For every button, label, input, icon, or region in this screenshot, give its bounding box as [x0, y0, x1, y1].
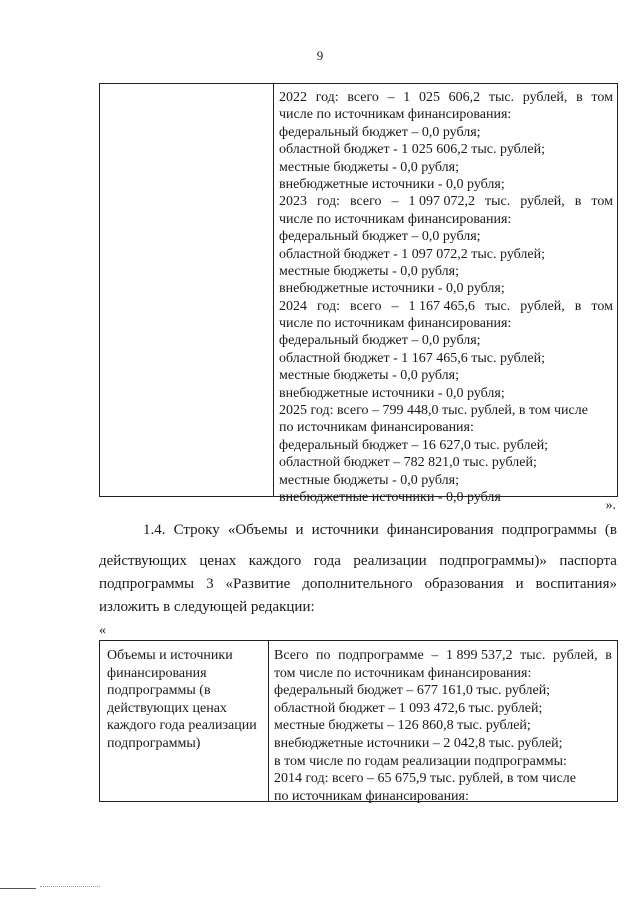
table-column-divider [273, 84, 274, 496]
word: в [605, 648, 612, 663]
row-heading-line: Объемы и источники [107, 648, 233, 663]
text-line: числе по источникам финансирования: [279, 316, 512, 332]
word: года [313, 553, 341, 569]
subprogram-funding-table [99, 640, 618, 802]
word: финансирования [386, 522, 494, 538]
word: рублей, [553, 648, 598, 663]
word: тыс. [488, 90, 515, 105]
word: ценах [199, 553, 237, 569]
word: 2022 [279, 90, 307, 105]
text-line: федеральный бюджет – 0,0 рубля; [279, 124, 481, 140]
text-line: федеральный бюджет – 16 627,0 тыс. рублей; [279, 437, 549, 453]
word: «Развитие [225, 576, 291, 592]
text-line: внебюджетные источники - 0,0 рубля; [279, 281, 505, 297]
text-line: областной бюджет - 1 025 606,2 тыс. рублей; [279, 142, 545, 158]
word: и [295, 522, 304, 538]
text-line: местные бюджеты – 126 860,8 тыс. рублей; [274, 718, 531, 734]
amendment-paragraph-line-4: изложить в следующей редакции: [99, 599, 315, 615]
word: 1.4. [143, 522, 166, 538]
funding-details-cell [279, 89, 613, 506]
table-column-divider [268, 641, 269, 801]
word: год: [316, 194, 340, 210]
amendment-paragraph-line-1 [143, 522, 617, 539]
word: 2023 [279, 194, 307, 210]
word: всего [349, 194, 382, 210]
text-line: местные бюджеты - 0,0 рубля; [279, 472, 459, 488]
closing-quote-mark: ». [605, 498, 616, 513]
word: том [591, 194, 613, 210]
word: (в [604, 522, 617, 538]
word: – [391, 194, 399, 210]
word: – [391, 298, 399, 314]
footer-dotted-rule [40, 886, 100, 887]
word: Строку [173, 522, 220, 538]
word: том [591, 90, 613, 105]
funding-table-continued [99, 83, 618, 505]
row-heading-line: каждого года реализации [107, 718, 257, 734]
word: воспитания» [535, 576, 617, 592]
text-line: местные бюджеты - 0,0 рубля; [279, 159, 459, 175]
text-line: местные бюджеты - 0,0 рубля; [279, 368, 459, 384]
word: в [574, 194, 582, 210]
word: 1 899 537,2 [446, 648, 513, 663]
word: в [576, 90, 583, 105]
row-heading-cell [107, 647, 265, 753]
text-line [274, 647, 612, 665]
text-line: том числе по источникам финансирования: [274, 665, 532, 681]
word: подпрограммы [99, 576, 195, 592]
word: подпрограмме [338, 648, 424, 663]
word: том [591, 298, 613, 314]
text-line: в том числе по годам реализации подпрограммы: [274, 753, 567, 769]
word: подпрограммы [501, 522, 597, 538]
word: тыс. [520, 648, 546, 663]
text-line: числе по источникам финансирования: [279, 107, 512, 123]
funding-summary-cell [274, 647, 612, 805]
word: в [574, 298, 582, 314]
text-line: федеральный бюджет – 677 161,0 тыс. рублей; [274, 683, 551, 699]
text-line: областной бюджет - 1 097 072,2 тыс. рублей; [279, 246, 545, 262]
text-line: внебюджетные источники - 0,0 рубля [279, 489, 501, 505]
word: всего [347, 90, 379, 105]
text-line: внебюджетные источники - 0,0 рубля; [279, 385, 505, 401]
word: – [431, 648, 439, 663]
row-heading-line: финансирования [107, 665, 207, 681]
row-heading-line: подпрограммы (в [107, 683, 211, 699]
word: всего [349, 298, 382, 314]
amendment-paragraph-line-3 [99, 576, 617, 593]
row-heading-line: действующих ценах [107, 700, 227, 716]
word: дополнительного [302, 576, 413, 592]
word: тыс. [484, 194, 511, 210]
text-line: областной бюджет – 1 093 472,6 тыс. рублей; [274, 700, 543, 716]
word: Всего [274, 648, 309, 663]
word: тыс. [484, 298, 511, 314]
text-line: внебюджетные источники - 0,0 рубля; [279, 176, 505, 192]
row-heading-line: подпрограммы) [107, 735, 201, 751]
text-line: областной бюджет - 1 167 465,6 тыс. рублей; [279, 350, 545, 366]
word: подпрограммы)» [439, 553, 547, 569]
text-line: по источникам финансирования: [279, 420, 474, 436]
word: 1 097 072,2 [408, 194, 475, 210]
word: 025 [418, 90, 440, 105]
text-line: числе по источникам финансирования: [279, 211, 512, 227]
word: 606,2 [448, 90, 481, 105]
text-line [279, 298, 613, 315]
text-line [279, 193, 613, 210]
text-line: федеральный бюджет – 0,0 рубля; [279, 229, 481, 245]
word: 3 [206, 576, 214, 592]
text-line: 2025 год: всего – 799 448,0 тыс. рублей, в том числе [279, 403, 588, 419]
text-line: местные бюджеты - 0,0 рубля; [279, 263, 459, 279]
word: рублей, [520, 194, 565, 210]
word: реализации [353, 553, 427, 569]
word: и [515, 576, 524, 592]
page-number: 9 [316, 48, 324, 63]
text-line: 2014 год: всего – 65 675,9 тыс. рублей, в том числе [274, 771, 576, 787]
word: 2024 [279, 298, 307, 314]
text-line [279, 89, 613, 106]
word: рублей, [522, 90, 568, 105]
word: 1 [403, 90, 411, 105]
amendment-paragraph-line-2 [99, 553, 617, 570]
word: образования [424, 576, 504, 592]
text-line: областной бюджет – 782 821,0 тыс. рублей; [279, 455, 537, 471]
text-line: федеральный бюджет – 0,0 рубля; [279, 333, 481, 349]
footer-rule [0, 888, 36, 889]
text-line: по источникам финансирования: [274, 788, 469, 804]
word: рублей, [520, 298, 565, 314]
word: 1 167 465,6 [408, 298, 475, 314]
word: год: [316, 298, 340, 314]
word: – [387, 90, 395, 105]
word: действующих [99, 553, 187, 569]
word: источники [311, 522, 379, 538]
opening-quote-mark: « [99, 623, 106, 638]
word: по [315, 648, 331, 663]
text-line: внебюджетные источники – 2 042,8 тыс. рублей; [274, 735, 563, 751]
word: каждого [248, 553, 302, 569]
word: «Объемы [227, 522, 288, 538]
word: год: [315, 90, 339, 105]
word: паспорта [559, 553, 617, 569]
